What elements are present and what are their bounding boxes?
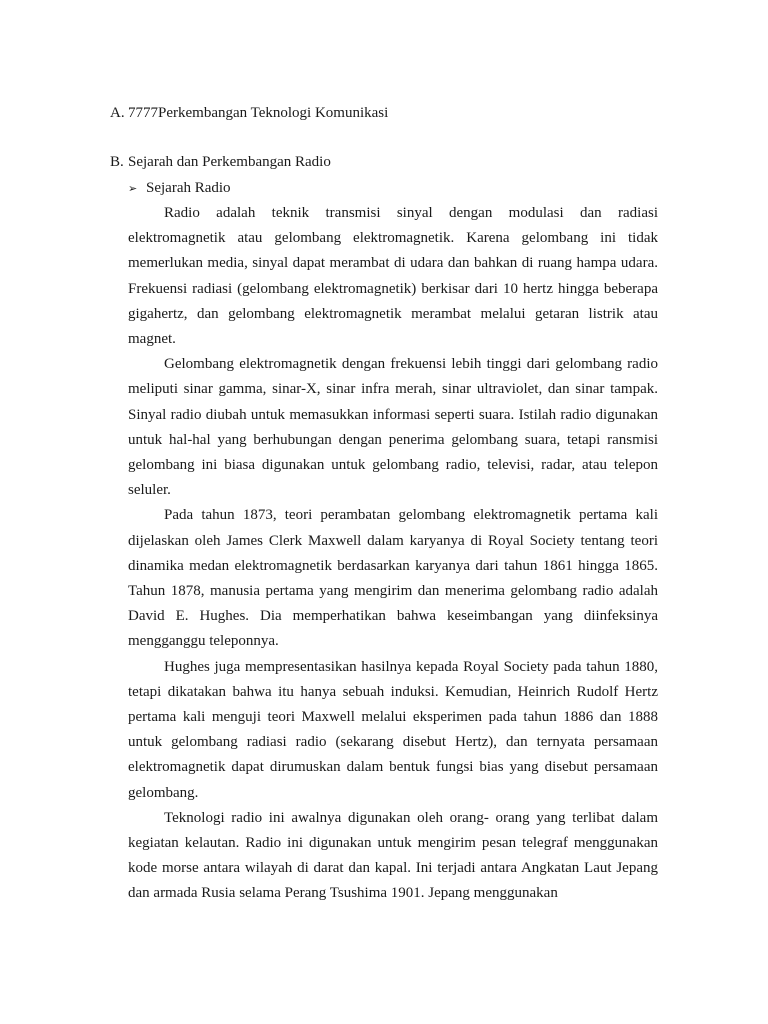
heading-b: [110, 152, 331, 172]
arrow-bullet-icon: ➢: [128, 182, 138, 195]
subheading-sejarah-radio: [128, 178, 231, 199]
subheading-text: Sejarah Radio: [146, 180, 231, 196]
heading-b-marker: B.: [110, 154, 124, 170]
paragraph-5: Teknologi radio ini awalnya digunakan oleh orang- orang yang terlibat dalam kegiatan kelautan. Radio ini digunakan untuk mengirim pesan telegraf menggunakan kode morse antara wilayah di darat dan kapal. Ini terjadi antara Angkatan Laut Jepang dan armada Rusia selama Perang Tsushima 1901. Jepang menggunakan: [128, 809, 658, 902]
body-text: [128, 201, 658, 907]
heading-b-text: Sejarah dan Perkembangan Radio: [128, 154, 331, 170]
heading-a-marker: A.: [110, 105, 125, 121]
heading-a-text: 7777Perkembangan Teknologi Komunikasi: [128, 105, 389, 121]
paragraph-3: Pada tahun 1873, teori perambatan gelombang elektromagnetik pertama kali dijelaskan oleh James Clerk Maxwell dalam karyanya di Royal Society tentang teori dinamika medan elektromagnetik berdasarkan karyanya dari tahun 1861 hingga 1865. Tahun 1878, manusia pertama yang mengirim dan menerima gelombang radio adalah David E. Hughes. Dia memperhatikan bahwa keseimbangan yang diinfeksinya mengganggu teleponnya.: [128, 507, 658, 650]
paragraph-2: Gelombang elektromagnetik dengan frekuensi lebih tinggi dari gelombang radio meliputi sinar gamma, sinar-X, sinar infra merah, sinar ultraviolet, dan sinar tampak. Sinyal radio diubah untuk memasukkan informasi seperti suara. Istilah radio digunakan untuk hal-hal yang berhubungan dengan penerima gelombang suara, tetapi ransmisi gelombang ini biasa digunakan untuk gelombang radio, televisi, radar, atau telepon seluler.: [128, 356, 658, 499]
paragraph-1: Radio adalah teknik transmisi sinyal dengan modulasi dan radiasi elektromagnetik atau gelombang elektromagnetik. Karena gelombang ini tidak memerlukan media, sinyal dapat merambat di udara dan bahkan di ruang hampa udara. Frekuensi radiasi (gelombang elektromagnetik) berkisar dari 10 hertz hingga beberapa gigahertz, dan gelombang elektromagnetik merambat melalui getaran listrik atau magnet.: [128, 205, 658, 348]
paragraph-4: Hughes juga mempresentasikan hasilnya kepada Royal Society pada tahun 1880, tetapi dikatakan bahwa itu hanya sebuah induksi. Kemudian, Heinrich Rudolf Hertz pertama kali menguji teori Maxwell melalui eksperimen pada tahun 1886 dan 1888 untuk gelombang radiasi radio (sekarang disebut Hertz), dan ternyata persamaan elektromagnetik dapat dirumuskan dalam bentuk fungsi bias yang disebut persamaan gelombang.: [128, 658, 658, 801]
heading-a: [110, 103, 388, 123]
